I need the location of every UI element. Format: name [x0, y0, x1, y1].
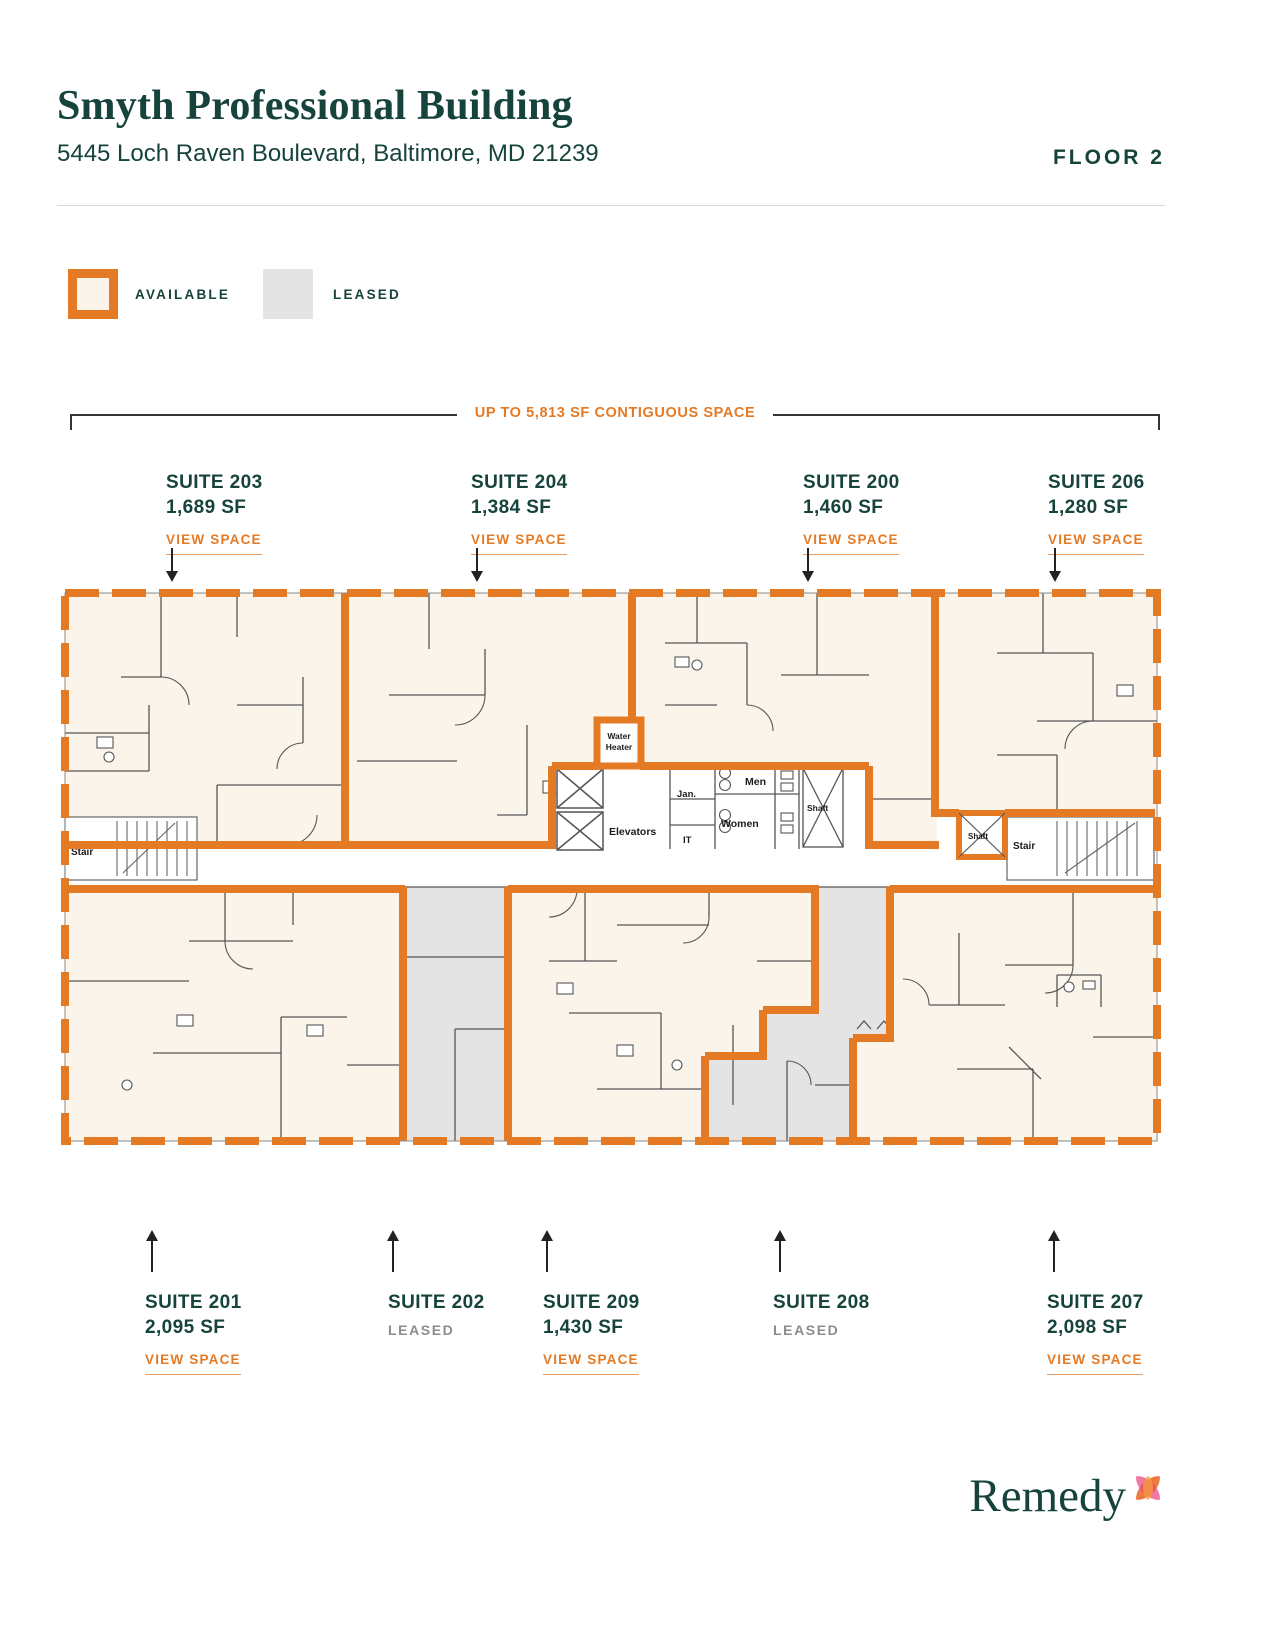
header-divider	[57, 205, 1165, 206]
suite-name: SUITE 204	[471, 472, 568, 493]
brand-wordmark: Remedy	[969, 1470, 1126, 1522]
floor-plan	[57, 585, 1165, 1148]
brand-logo	[969, 1466, 1168, 1526]
view-space-link[interactable]: VIEW SPACE	[543, 1347, 639, 1375]
men-label: Men	[745, 776, 766, 788]
shaft-right	[959, 813, 1005, 857]
callout-suite-206	[1048, 470, 1228, 555]
view-space-link[interactable]: VIEW SPACE	[803, 527, 899, 555]
legend-leased-swatch	[263, 269, 313, 319]
suite-name: SUITE 202	[388, 1292, 485, 1313]
suite-name: SUITE 208	[773, 1292, 870, 1313]
legend-leased-label: LEASED	[333, 287, 401, 302]
arrow-up-icon	[1047, 1230, 1061, 1272]
suite-name: SUITE 200	[803, 472, 900, 493]
suite-status-leased: LEASED	[388, 1322, 455, 1338]
callout-suite-200	[803, 470, 983, 555]
suite-area: 2,095 SF	[145, 1317, 226, 1338]
contiguous-space-text: UP TO 5,813 SF CONTIGUOUS SPACE	[474, 405, 756, 422]
suite-area: 1,384 SF	[471, 497, 552, 518]
contiguous-space-bracket	[70, 405, 1160, 430]
suite-name: SUITE 206	[1048, 472, 1145, 493]
arrow-up-icon	[145, 1230, 159, 1272]
suite-area: 1,280 SF	[1048, 497, 1129, 518]
suite-name: SUITE 209	[543, 1292, 640, 1313]
stair-right-label: Stair	[1013, 841, 1036, 852]
shaft-center-label: Shaft	[807, 803, 829, 813]
suite-area: 1,689 SF	[166, 497, 247, 518]
brand-pinwheel-icon	[1128, 1468, 1168, 1508]
stair-right	[1007, 817, 1154, 880]
arrow-down-icon	[165, 548, 179, 582]
arrow-down-icon	[1048, 548, 1062, 582]
suite-area: 2,098 SF	[1047, 1317, 1128, 1338]
callout-suite-208	[773, 1290, 953, 1343]
legend-available-label: AVAILABLE	[135, 287, 231, 302]
view-space-link[interactable]: VIEW SPACE	[1047, 1347, 1143, 1375]
water-heater-label-2: Heater	[605, 742, 633, 752]
view-space-link[interactable]: VIEW SPACE	[145, 1347, 241, 1375]
callout-suite-204	[471, 470, 651, 555]
arrow-up-icon	[386, 1230, 400, 1272]
suite-name: SUITE 207	[1047, 1292, 1144, 1313]
women-label: Women	[721, 818, 759, 830]
suite-name: SUITE 203	[166, 472, 263, 493]
building-address: 5445 Loch Raven Boulevard, Baltimore, MD 21239	[57, 140, 599, 167]
legend-available-swatch	[68, 269, 118, 319]
bracket-line-right	[773, 414, 1160, 430]
arrow-up-icon	[773, 1230, 787, 1272]
arrow-down-icon	[801, 548, 815, 582]
page-title: Smyth Professional Building	[57, 83, 573, 129]
bracket-line-left	[70, 414, 457, 430]
janitor-label: Jan.	[677, 789, 697, 800]
shaft-right-label: Shaft	[968, 832, 988, 841]
callout-suite-207	[1047, 1290, 1227, 1375]
view-space-link[interactable]: VIEW SPACE	[471, 527, 567, 555]
suite-name: SUITE 201	[145, 1292, 242, 1313]
callout-suite-202	[388, 1290, 568, 1343]
callout-suite-203	[166, 470, 346, 555]
callout-suite-201	[145, 1290, 325, 1375]
view-space-link[interactable]: VIEW SPACE	[166, 527, 262, 555]
suite-status-leased: LEASED	[773, 1322, 840, 1338]
callout-suite-209	[543, 1290, 723, 1375]
it-label: IT	[683, 835, 692, 846]
arrow-down-icon	[470, 548, 484, 582]
stair-left-label: Stair	[71, 847, 94, 858]
suite-area: 1,460 SF	[803, 497, 884, 518]
suite-area: 1,430 SF	[543, 1317, 624, 1338]
water-heater-label-1: Water	[607, 731, 631, 741]
arrow-up-icon	[540, 1230, 554, 1272]
elevators-label: Elevators	[609, 826, 657, 838]
floor-label: FLOOR 2	[1052, 146, 1165, 169]
view-space-link[interactable]: VIEW SPACE	[1048, 527, 1144, 555]
